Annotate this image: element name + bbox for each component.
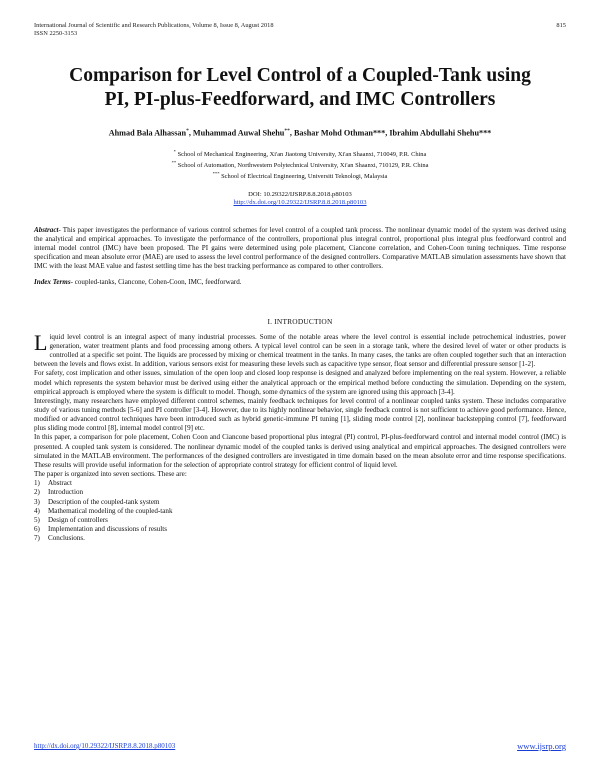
section-heading: I. INTRODUCTION bbox=[267, 316, 333, 326]
intro-paragraph: In this paper, a comparison for pole placement, Cohen Coon and Ciancone based proportional plus integral (PI) control, PI-plus-feedforward control and internal model control (IMC) is presented. A coupled tank system is considered. The nonlinear dynamic model of the coupled tanks is derived using analytical and empirical approaches. The designed controllers were simulated in the MATLAB environment. The performances of the designed controllers are investigated in time domain based on the mean absolute error and time response specifications. These results will provide useful information for the selection of appropriate control strategy for efficient control of liquid level. bbox=[34, 433, 566, 469]
abstract-label: Abstract bbox=[34, 225, 59, 234]
section-list bbox=[34, 479, 566, 543]
intro-paragraph: The paper is organized into seven sections. These are: bbox=[34, 470, 187, 479]
intro-paragraph: Liquid level control is an integral aspect of many industrial processes. Some of the notable areas where the level control is essential include petrochemical industries, power generation, water treatment plants and food processing among others. A typical level control can be seen in a storage tank, where the desired level of water or other products is controlled at a specific set point. The liquids are processed by mixing or chemical treatment in the tanks. In many cases, the tanks are often coupled together such that an interaction between the levels and flows exist. In addition, various sensors exist for measuring these levels such as capacitive type sensor, float sensor and differential pressure sensor [1-2]. bbox=[34, 329, 566, 369]
affiliations bbox=[34, 148, 566, 182]
author-list: Ahmad Bala Alhassan*, Muhammad Auwal Shehu**, Bashar Mohd Othman***, Ibrahim Abdullahi Shehu*** bbox=[108, 128, 492, 138]
page-number: 815 bbox=[556, 22, 566, 29]
affiliation-line: * School of Mechanical Engineering, Xi'an Jiaotong University, Xi'an Shaanxi, 710049, P.R. China bbox=[173, 148, 427, 158]
doi-text: DOI: 10.29322/IJSRP.8.8.2018.p80103 bbox=[248, 190, 352, 198]
doi-link[interactable]: http://dx.doi.org/10.29322/IJSRP.8.8.2018.p80103 bbox=[233, 199, 367, 207]
list-item: 6) Implementation and discussions of results bbox=[34, 525, 168, 534]
list-item: 2) Introduction bbox=[34, 488, 84, 497]
issn: ISSN 2250-3153 bbox=[34, 30, 78, 37]
author-name: Muhammad Auwal Shehu bbox=[192, 128, 285, 138]
intro-paragraph: For safety, cost implication and other issues, simulation of the open loop and closed loop response is designed and analyzed before implementing on the real system. However, a reliable model which represents the system behavior must be derived using either the analytical approach or the empirical method before conducting the simulation. Depending on the system, empirical approach is employed where the system is difficult to model. Though, some dynamics of the system are ignored using this approach [3-4]. bbox=[34, 369, 566, 396]
paper-title bbox=[34, 64, 566, 112]
list-item: 4) Mathematical modeling of the coupled-tank bbox=[34, 506, 173, 515]
author-name: Bashar Mohd Othman*** bbox=[293, 128, 386, 138]
list-item: 1) Abstract bbox=[34, 479, 73, 488]
list-item: 5) Design of controllers bbox=[34, 515, 108, 524]
drop-cap: L bbox=[34, 329, 48, 355]
index-terms-text: - coupled-tanks, Ciancone, Cohen-Coon, IMC, feedforward. bbox=[70, 277, 242, 286]
author-name: Ahmad Bala Alhassan bbox=[108, 128, 187, 138]
title-line-1: Comparison for Level Control of a Coupled-Tank using bbox=[69, 65, 531, 86]
author-name: Ibrahim Abdullahi Shehu*** bbox=[389, 128, 492, 138]
list-item: 7) Conclusions. bbox=[34, 534, 85, 543]
footer-doi-link[interactable]: http://dx.doi.org/10.29322/IJSRP.8.8.2018.p80103 bbox=[34, 742, 176, 750]
list-item: 3) Description of the coupled-tank system bbox=[34, 497, 160, 506]
author-mark: ** bbox=[284, 128, 290, 134]
index-terms bbox=[34, 278, 566, 287]
doi-block bbox=[34, 191, 566, 208]
intro-paragraph: Interestingly, many researchers have employed different control schemes, mainly feedback techniques for level control of a nonlinear coupled tanks system. These includes comparative study of various tuning methods [5-6] and PI controller [3-4]. However, due to its highly nonlinear behavior, single feedback control is not sufficient to achieve good performance. Hence, modified or advanced control techniques have been introduced such as hybrid genetic-immune PI tuning [1], sliding mode control [2], nonlinear backstepping control [7], feedforward plus sliding mode control [8], internal model control [9] etc. bbox=[34, 396, 566, 433]
affiliation-line: *** School of Electrical Engineering, Universiti Teknologi, Malaysia bbox=[212, 171, 388, 181]
page-footer bbox=[34, 742, 566, 751]
abstract bbox=[34, 226, 566, 272]
journal-website-link[interactable]: www.ijsrp.org bbox=[517, 741, 566, 751]
journal-citation: International Journal of Scientific and Research Publications, Volume 8, Issue 8, August 2018 bbox=[34, 22, 274, 29]
running-header bbox=[34, 22, 566, 30]
author-mark: * bbox=[186, 128, 189, 134]
introduction-body bbox=[34, 329, 566, 544]
index-terms-label: Index Terms bbox=[34, 277, 71, 286]
affiliation-line: ** School of Automation, Northwestern Polytechnical University, Xi'an Shaanxi, 710129, P.R. China bbox=[171, 160, 429, 170]
abstract-text: - This paper investigates the performance of various control schemes for level control of a coupled tank process. The nonlinear dynamic model of the system was derived using the analytical and empirical approaches. To investigate the performance of the controllers, proportional plus integral control, proportional plus integral plus feedforward control and internal model control (IMC) have been proposed. The PI gains were determined using pole placement, Ciancone correlation, and Cohen-Coon tuning techniques. Time response specification and mean absolute error (MAE) are used to assess the level control performance of the designed controllers. Comparative MATLAB simulation assessments have shown that IMC with the least MAE value and fastest settling time has the best tracking performance as compared to other controllers. bbox=[34, 225, 566, 271]
title-line-2: PI, PI-plus-Feedforward, and IMC Controllers bbox=[104, 89, 496, 110]
